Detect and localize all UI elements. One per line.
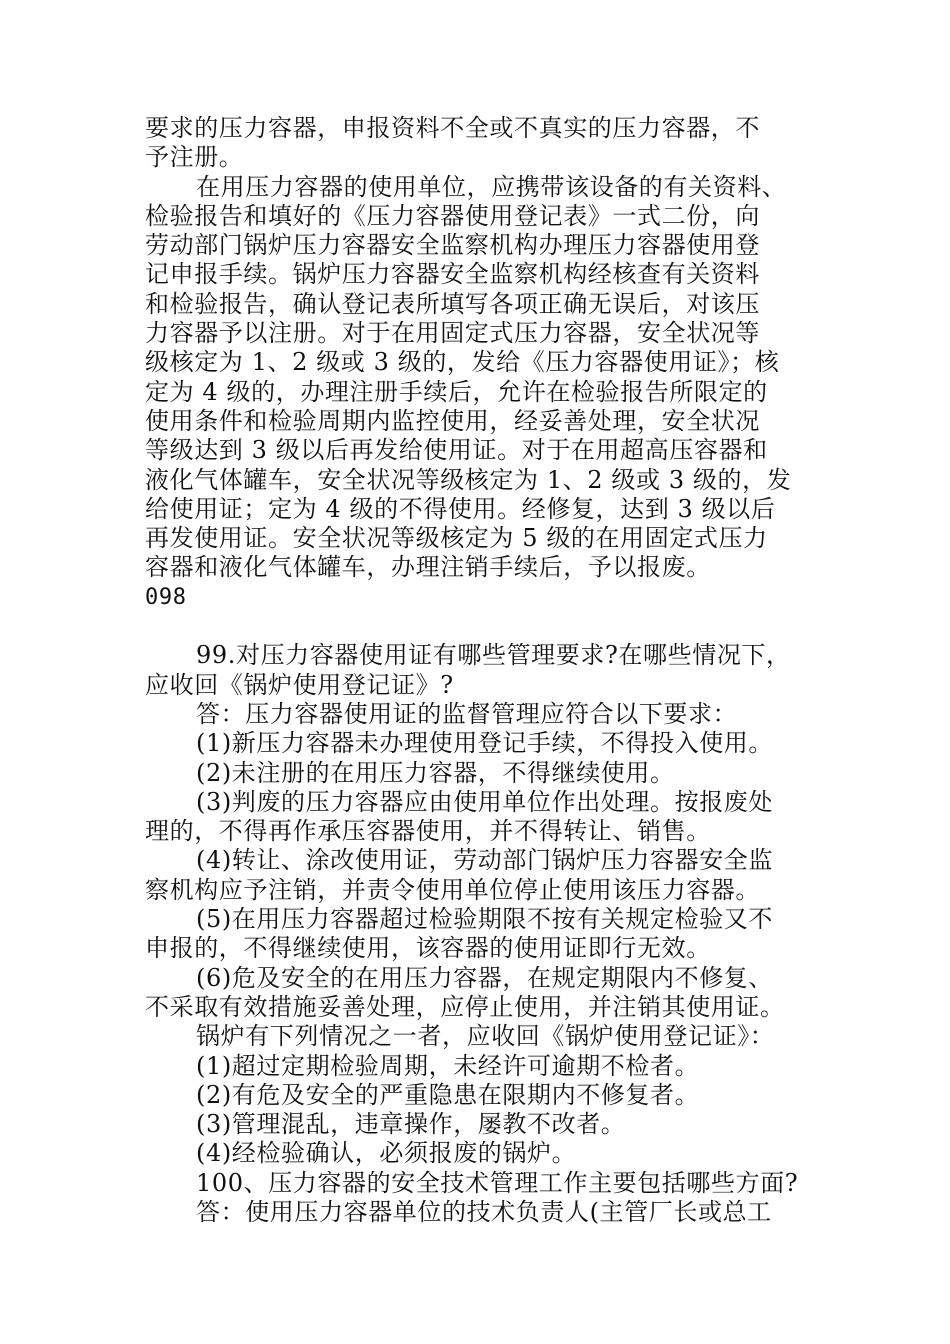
document-page bbox=[145, 114, 810, 1227]
text-line: (4)转让、涂改使用证，劳动部门锅炉压力容器安全监 bbox=[196, 846, 773, 875]
text-line: 应收回《锅炉使用登记证》? bbox=[145, 670, 454, 699]
text-line: 99.对压力容器使用证有哪些管理要求?在哪些情况下， bbox=[196, 641, 791, 670]
text-line: 力容器予以注册。对于在用固定式压力容器，安全状况等 bbox=[145, 319, 760, 348]
text-line: (5)在用压力容器超过检验期限不按有关规定检验又不 bbox=[196, 905, 773, 934]
text-line: 理的，不得再作承压容器使用，并不得转让、销售。 bbox=[145, 817, 711, 846]
text-line: 察机构应予注销，并责令使用单位停止使用该压力容器。 bbox=[145, 875, 760, 904]
text-line: 申报的，不得继续使用，该容器的使用证即行无效。 bbox=[145, 934, 711, 963]
text-line: (2)未注册的在用压力容器，不得继续使用。 bbox=[196, 758, 675, 787]
text-block-registration bbox=[145, 114, 810, 583]
text-line: 和检验报告，确认登记表所填写各项正确无误后，对该压 bbox=[145, 289, 760, 318]
text-line: 在用压力容器的使用单位，应携带该设备的有关资料、 bbox=[196, 172, 787, 201]
spacer bbox=[145, 612, 810, 641]
text-line: 定为 4 级的，办理注册手续后，允许在检验报告所限定的 bbox=[145, 377, 768, 406]
text-line: 不采取有效措施妥善处理，应停止使用，并注销其使用证。 bbox=[145, 992, 785, 1021]
text-line: 给使用证；定为 4 级的不得使用。经修复，达到 3 级以后 bbox=[145, 494, 776, 523]
text-line: 使用条件和检验周期内监控使用，经妥善处理，安全状况 bbox=[145, 406, 760, 435]
text-line: 锅炉有下列情况之一者，应收回《锅炉使用登记证》： bbox=[196, 1022, 775, 1051]
page-number: 098 bbox=[145, 584, 187, 610]
text-line: (1)超过定期检验周期，未经许可逾期不检者。 bbox=[196, 1051, 700, 1080]
text-line: (1)新压力容器未办理使用登记手续，不得投入使用。 bbox=[196, 729, 773, 758]
text-line: 答：压力容器使用证的监督管理应符合以下要求： bbox=[196, 699, 738, 728]
text-line: 要求的压力容器，申报资料不全或不真实的压力容器，不 bbox=[145, 114, 760, 142]
text-line: (3)判废的压力容器应由使用单位作出处理。按报废处 bbox=[196, 787, 773, 816]
text-line: (2)有危及安全的严重隐患在限期内不修复者。 bbox=[196, 1080, 700, 1109]
text-line: (3)管理混乱，违章操作，屡教不改者。 bbox=[196, 1110, 626, 1139]
text-line: 等级达到 3 级以后再发给使用证。对于在用超高压容器和 bbox=[145, 436, 768, 465]
text-line: 记申报手续。锅炉压力容器安全监察机构经核查有关资料 bbox=[145, 260, 760, 289]
text-line: 予注册。 bbox=[145, 143, 244, 172]
text-line: (6)危及安全的在用压力容器，在规定期限内不修复、 bbox=[196, 963, 773, 992]
text-block-qa bbox=[145, 641, 810, 1227]
text-line: 答：使用压力容器单位的技术负责人(主管厂长或总工 bbox=[196, 1197, 772, 1226]
text-line: (4)经检验确认，必须报废的锅炉。 bbox=[196, 1139, 577, 1168]
text-line: 容器和液化气体罐车，办理注销手续后，予以报废。 bbox=[145, 553, 711, 582]
text-line: 液化气体罐车，安全状况等级核定为 1、2 级或 3 级的，发 bbox=[145, 465, 792, 494]
text-line: 再发使用证。安全状况等级核定为 5 级的在用固定式压力 bbox=[145, 524, 768, 553]
text-line: 100、压力容器的安全技术管理工作主要包括哪些方面? bbox=[196, 1168, 799, 1197]
text-line: 级核定为 1、2 级或 3 级的，发给《压力容器使用证》；核 bbox=[145, 348, 780, 377]
text-line: 劳动部门锅炉压力容器安全监察机构办理压力容器使用登 bbox=[145, 231, 760, 260]
text-line: 检验报告和填好的《压力容器使用登记表》一式二份，向 bbox=[145, 201, 760, 230]
